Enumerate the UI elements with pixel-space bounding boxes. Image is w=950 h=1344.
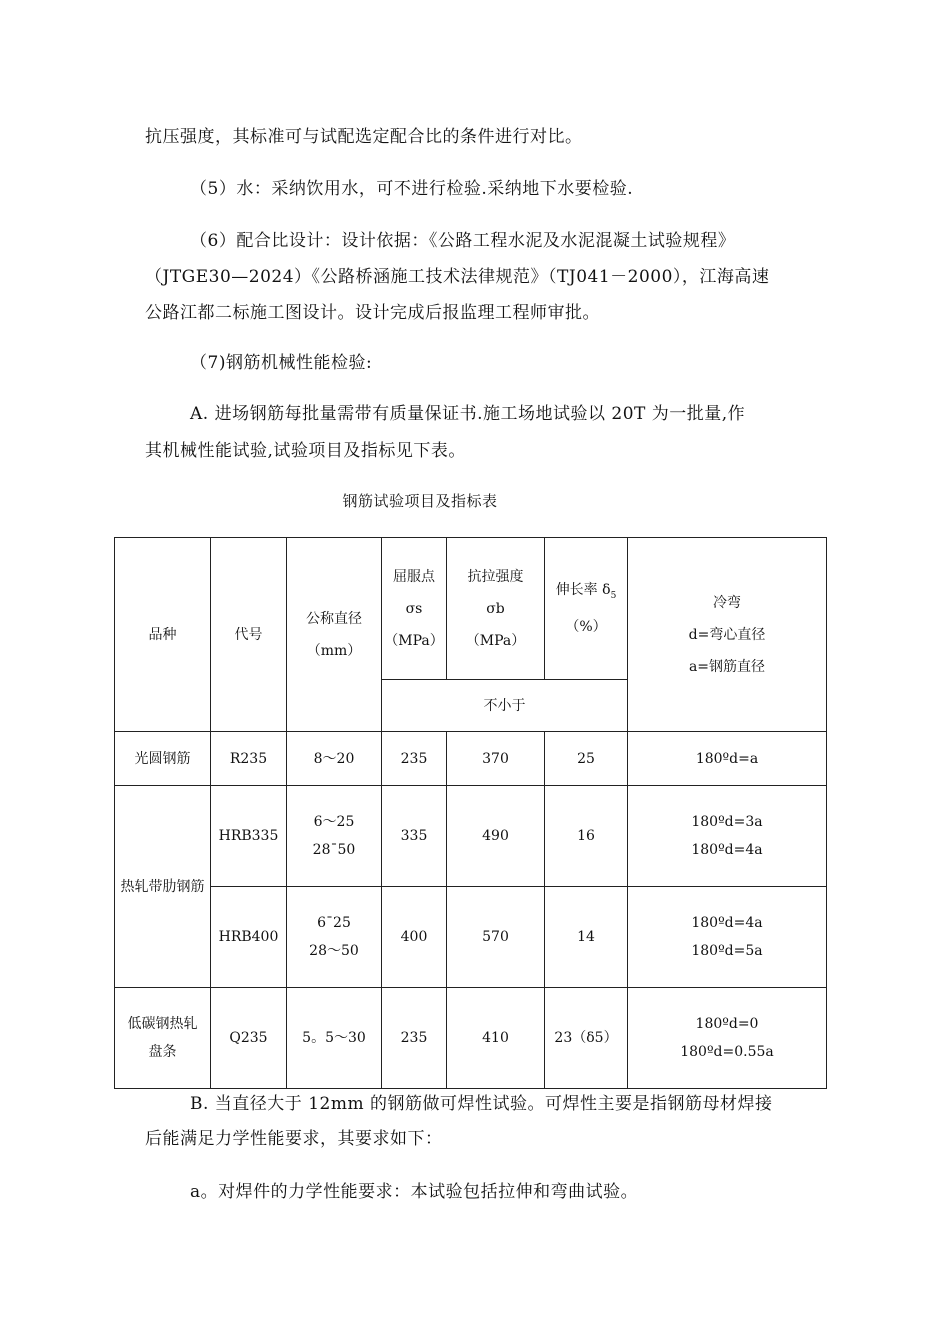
cell-tensile: 370 <box>447 732 545 786</box>
cell-diameter: 5。5～30 <box>287 988 382 1089</box>
cell-diameter: 8～20 <box>287 732 382 786</box>
cell-code: R235 <box>211 732 287 786</box>
cell-tensile: 410 <box>447 988 545 1089</box>
cell-tensile: 570 <box>447 887 545 988</box>
header-diameter-unit: （mm） <box>306 642 362 659</box>
header-cold-bend <box>628 538 827 732</box>
cell-bend <box>628 786 827 887</box>
paragraph-rebar-heading: （7)钢筋机械性能检验: <box>190 353 373 373</box>
cell-bend <box>628 988 827 1089</box>
cell-elongation: 14 <box>545 887 628 988</box>
paragraph-weld-requirements: a。对焊件的力学性能要求：本试验包括拉伸和弯曲试验。 <box>190 1182 639 1202</box>
header-bend-label: 冷弯 <box>713 594 741 611</box>
rebar-test-table <box>114 537 827 1089</box>
paragraph-a-line1: A. 进场钢筋每批量需带有质量保证书.施工场地试验以 20T 为一批量,作 <box>190 404 746 424</box>
bend-value-b: 180ºd=0.55a <box>680 1044 774 1060</box>
header-tensile-label: 抗拉强度 <box>467 568 524 585</box>
table-row <box>115 732 827 786</box>
paragraph-b-line1: B. 当直径大于 12mm 的钢筋做可焊性试验。可焊性主要是指钢筋母材焊接 <box>190 1094 773 1114</box>
header-yield-label: 屈服点 <box>393 568 435 585</box>
table-row <box>115 786 827 887</box>
cell-yield: 235 <box>382 988 447 1089</box>
table-row <box>115 887 827 988</box>
header-yield-symbol: σs <box>405 600 423 617</box>
cell-variety <box>115 988 211 1089</box>
paragraph-b-line2: 后能满足力学性能要求，其要求如下： <box>145 1129 443 1149</box>
header-elongation-unit: （%） <box>565 619 607 636</box>
paragraph-a-line2: 其机械性能试验,试验项目及指标见下表。 <box>145 441 466 461</box>
variety-line-a: 低碳钢热轧 <box>127 1016 198 1032</box>
cell-code: Q235 <box>211 988 287 1089</box>
bend-value-a: 180ºd=4a <box>691 915 763 931</box>
paragraph-water: （5）水：采纳饮用水，可不进行检验.采纳地下水要检验. <box>190 179 634 199</box>
cell-variety: 光圆钢筋 <box>115 732 211 786</box>
cell-tensile: 490 <box>447 786 545 887</box>
diameter-range-b: 28¯50 <box>312 842 356 858</box>
cell-yield: 235 <box>382 732 447 786</box>
header-bend-a: a=钢筋直径 <box>688 658 766 675</box>
paragraph-mix-design-line1: （6）配合比设计：设计依据：《公路工程水泥及水泥混凝土试验规程》 <box>190 231 736 251</box>
header-variety: 品种 <box>115 538 211 732</box>
diameter-range-a: 6～25 <box>313 814 355 830</box>
cell-code: HRB400 <box>211 887 287 988</box>
cell-yield: 335 <box>382 786 447 887</box>
cell-bend: 180ºd=a <box>628 732 827 786</box>
bend-value-a: 180ºd=0 <box>695 1016 759 1032</box>
header-tensile-symbol: σb <box>486 600 505 617</box>
elongation-subscript: 5 <box>610 590 617 601</box>
bend-value-b: 180ºd=5a <box>691 943 763 959</box>
paragraph-1: 抗压强度，其标准可与试配选定配合比的条件进行对比。 <box>145 127 583 147</box>
header-elongation-label <box>547 574 625 612</box>
bend-value-a: 180ºd=3a <box>691 814 763 830</box>
paragraph-mix-design-line3: 公路江都二标施工图设计。设计完成后报监理工程师审批。 <box>145 303 600 323</box>
header-diameter-label: 公称直径 <box>306 610 362 627</box>
header-elongation <box>545 538 628 680</box>
cell-elongation: 23（δ5） <box>545 988 628 1089</box>
cell-elongation: 16 <box>545 786 628 887</box>
header-yield-unit: （MPa） <box>384 632 444 649</box>
table-row <box>115 988 827 1089</box>
header-not-less-than: 不小于 <box>382 680 628 732</box>
diameter-range-b: 28～50 <box>309 943 359 959</box>
cell-elongation: 25 <box>545 732 628 786</box>
variety-line-b: 盘条 <box>148 1044 177 1060</box>
bend-value-b: 180ºd=4a <box>691 842 763 858</box>
cell-bend <box>628 887 827 988</box>
cell-yield: 400 <box>382 887 447 988</box>
header-tensile-unit: （MPa） <box>465 632 526 649</box>
header-yield <box>382 538 447 680</box>
cell-diameter <box>287 887 382 988</box>
cell-diameter <box>287 786 382 887</box>
cell-variety: 热轧带肋钢筋 <box>115 786 211 988</box>
cell-code: HRB335 <box>211 786 287 887</box>
diameter-range-a: 6¯25 <box>317 915 351 931</box>
header-diameter <box>287 538 382 732</box>
header-tensile <box>447 538 545 680</box>
elongation-text: 伸长率 δ <box>555 581 611 598</box>
header-bend-d: d=弯心直径 <box>688 626 766 643</box>
table-caption: 钢筋试验项目及指标表 <box>342 492 498 510</box>
paragraph-mix-design-line2: （JTGE30—2024）《公路桥涵施工技术法律规范》（TJ041－2000），江海高速 <box>145 267 770 287</box>
header-code: 代号 <box>211 538 287 732</box>
